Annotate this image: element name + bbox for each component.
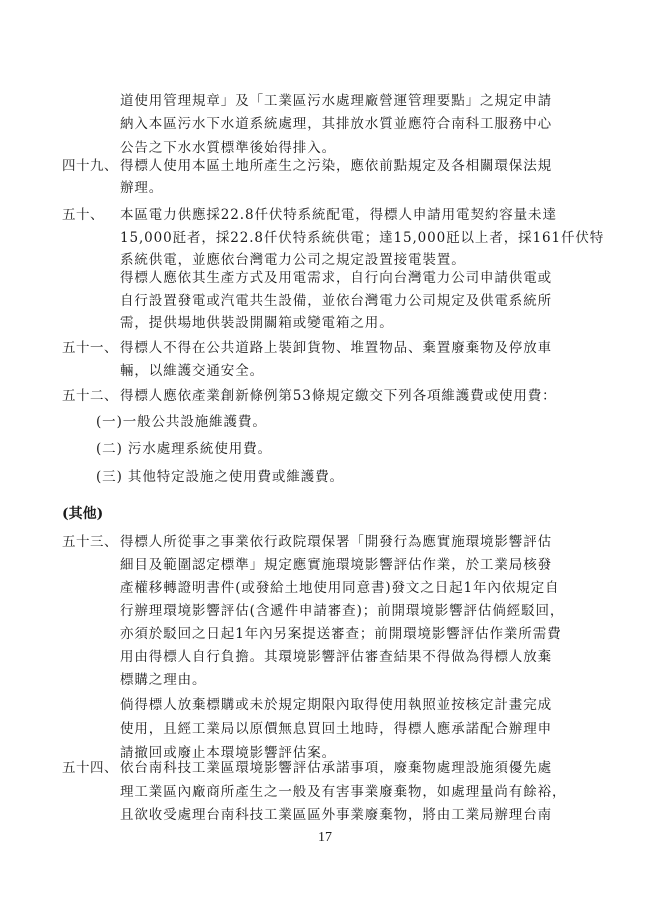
item49-line-1: 得標人使用本區土地所產生之污染，應依前點規定及各相關環保法規 <box>120 158 552 174</box>
item50-line-3: 系統供電，並應依台灣電力公司之規定設置接電裝置。 <box>120 252 466 268</box>
item53-para2-line-3: 請撤回或廢止本環境影響評估案。 <box>120 745 336 761</box>
item53-line-1: 得標人所從事之事業依行政院環保署「開發行為應實施環境影響評估 <box>120 534 552 550</box>
cont-line-1: 道使用管理規章」及「工業區污水處理廠營運管理要點」之規定申請 <box>120 93 552 109</box>
item53-para2-line-2: 使用，且經工業局以原價無息買回土地時，得標人應承諾配合辦理申 <box>120 721 552 737</box>
item53-line-5: 亦須於駁回之日起1年內另案提送審查；前開環境影響評估作業所需費 <box>120 626 562 642</box>
cont-line-2: 納入本區污水下水道系統處理，其排放水質並應符合南科工服務中心 <box>120 116 552 132</box>
item50-line-2: 15,000瓩者，採22.8仟伏特系統供電；達15,000瓩以上者，採161仟伏特 <box>120 230 605 246</box>
cont-line-3: 公告之下水水質標準後始得排入。 <box>120 140 336 156</box>
item54-line-2: 理工業區內廠商所產生之一般及有害事業廢棄物，如處理量尚有餘裕， <box>120 784 567 800</box>
item50-number: 五十、 <box>62 207 104 223</box>
item53-line-3: 產權移轉證明書件(或發給土地使用同意書)發文之日起1年內依規定自 <box>120 580 560 596</box>
item50-line-1: 本區電力供應採22.8仟伏特系統配電，得標人申請用電契約容量未達 <box>120 207 557 223</box>
item50-para2-line-2: 自行設置發電或汽電共生設備，並依台灣電力公司規定及供電系統所 <box>120 293 552 309</box>
item53-number: 五十三、 <box>62 534 118 550</box>
item50-para2-line-1: 得標人應依其生產方式及用電需求，自行向台灣電力公司申請供電或 <box>120 270 552 286</box>
item54-number: 五十四、 <box>62 760 118 776</box>
item51-line-2: 輛，以維護交通安全。 <box>120 363 264 379</box>
item50-para2-line-3: 需，提供場地供裝設開關箱或變電箱之用。 <box>120 315 394 331</box>
item53-line-2: 細目及範圍認定標準」規定應實施環境影響評估作業，於工業局核發 <box>120 557 552 573</box>
item49-number: 四十九、 <box>62 158 118 174</box>
item53-line-6: 用由得標人自行負擔。其環境影響評估審查結果不得做為得標人放棄 <box>120 649 552 665</box>
item52-subitem-2: (二) 污水處理系統使用費。 <box>96 441 272 457</box>
item53-line-7: 標購之理由。 <box>120 672 207 688</box>
item51-number: 五十一、 <box>62 340 118 356</box>
item49-line-2: 辦理。 <box>120 180 164 196</box>
item52-number: 五十二、 <box>62 388 118 404</box>
item54-line-3: 且欲收受處理台南科技工業區區外事業廢棄物，將由工業局辦理台南 <box>120 807 552 823</box>
item51-line-1: 得標人不得在公共道路上裝卸貨物、堆置物品、棄置廢棄物及停放車 <box>120 340 552 356</box>
item53-line-4: 行辦理環境影響評估(含遞件申請審查)；前開環境影響評估倘經駁回， <box>120 603 565 619</box>
item52-line-1: 得標人應依產業創新條例第53條規定繳交下列各項維護費或使用費： <box>120 388 557 404</box>
item52-subitem-3: (三) 其他特定設施之使用費或維護費。 <box>96 469 344 485</box>
page-number: 17 <box>318 830 332 845</box>
item53-para2-line-1: 倘得標人放棄標購或未於規定期限內取得使用執照並按核定計畫完成 <box>120 697 552 713</box>
item54-line-1: 依台南科技工業區環境影響評估承諾事項，廢棄物處理設施須優先處 <box>120 760 552 776</box>
item52-subitem-1: (一)一般公共設施維護費。 <box>96 414 267 430</box>
section-heading-other: (其他) <box>62 506 104 522</box>
